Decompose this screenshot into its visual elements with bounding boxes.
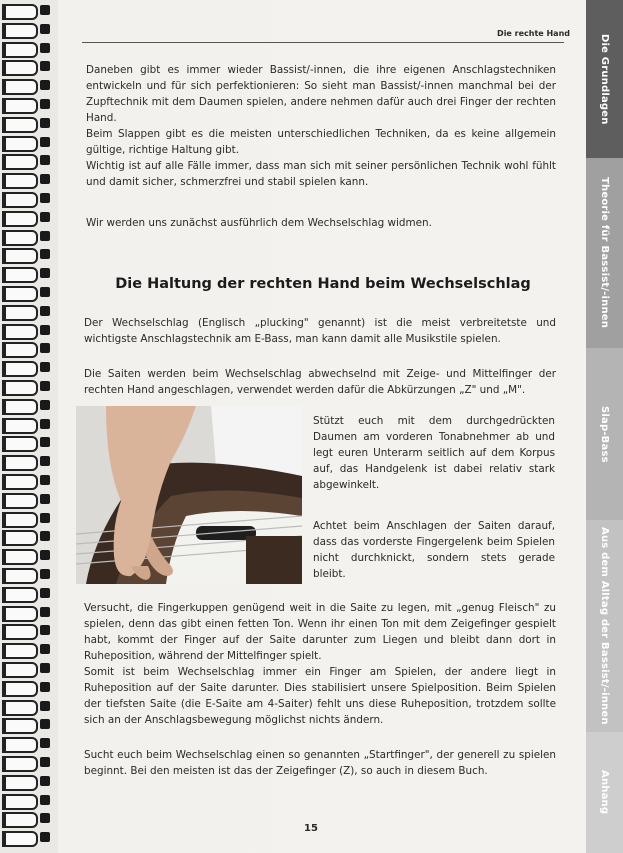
punch-hole <box>40 663 50 673</box>
spiral-coil <box>2 77 54 95</box>
intro-text <box>86 62 556 190</box>
coil-ring <box>2 587 38 603</box>
tab-slap-bass[interactable] <box>586 348 623 520</box>
spiral-coil <box>2 40 54 58</box>
punch-hole <box>40 456 50 466</box>
spiral-coil <box>2 284 54 302</box>
tab-alltag[interactable] <box>586 520 623 732</box>
punch-hole <box>40 757 50 767</box>
spiral-coil <box>2 547 54 565</box>
punch-hole <box>40 569 50 579</box>
spiral-coil <box>2 491 54 509</box>
punch-hole <box>40 682 50 692</box>
spiral-coil <box>2 472 54 490</box>
page-number: 15 <box>304 823 318 834</box>
coil-ring <box>2 512 38 528</box>
coil-ring <box>2 624 38 640</box>
coil-ring <box>2 173 38 189</box>
coil-ring <box>2 380 38 396</box>
coil-ring <box>2 60 38 76</box>
coil-ring <box>2 342 38 358</box>
coil-ring <box>2 192 38 208</box>
header-rule <box>82 42 564 43</box>
spiral-coil <box>2 340 54 358</box>
photo-illustration <box>76 406 302 584</box>
paragraph: Der Wechselschlag (Englisch „plucking" genannt) ist die meist verbreitetste und wichtigste Anschlagstechnik am E-Bass, man kann damit alle Musikstile spielen. <box>84 317 556 345</box>
coil-ring <box>2 493 38 509</box>
spiral-coil <box>2 397 54 415</box>
punch-hole <box>40 419 50 429</box>
coil-ring <box>2 662 38 678</box>
coil-ring <box>2 737 38 753</box>
coil-ring <box>2 606 38 622</box>
coil-ring <box>2 23 38 39</box>
coil-ring <box>2 549 38 565</box>
running-header: Die rechte Hand <box>497 29 570 38</box>
coil-ring <box>2 831 38 847</box>
spiral-coil <box>2 585 54 603</box>
coil-ring <box>2 286 38 302</box>
spiral-coil <box>2 453 54 471</box>
punch-hole <box>40 588 50 598</box>
spiral-coil <box>2 716 54 734</box>
spiral-coil <box>2 96 54 114</box>
punch-hole <box>40 287 50 297</box>
coil-ring <box>2 98 38 114</box>
spiral-coil <box>2 416 54 434</box>
punch-hole <box>40 381 50 391</box>
tab-label: Aus dem Alltag der Bassist/-innen <box>599 527 610 725</box>
punch-hole <box>40 43 50 53</box>
punch-hole <box>40 625 50 635</box>
coil-ring <box>2 700 38 716</box>
spiral-coil <box>2 115 54 133</box>
spiral-coil <box>2 510 54 528</box>
punch-hole <box>40 24 50 34</box>
spiral-coil <box>2 58 54 76</box>
coil-ring <box>2 399 38 415</box>
coil-ring <box>2 436 38 452</box>
coil-ring <box>2 305 38 321</box>
section-heading: Die Haltung der rechten Hand beim Wechselschlag <box>115 276 531 292</box>
coil-ring <box>2 324 38 340</box>
spiral-coil <box>2 378 54 396</box>
spiral-coil <box>2 604 54 622</box>
punch-hole <box>40 513 50 523</box>
punch-hole <box>40 174 50 184</box>
spiral-coil <box>2 134 54 152</box>
spiral-coil <box>2 190 54 208</box>
coil-ring <box>2 681 38 697</box>
punch-hole <box>40 644 50 654</box>
spiral-coil <box>2 322 54 340</box>
coil-ring <box>2 775 38 791</box>
punch-hole <box>40 813 50 823</box>
coil-ring <box>2 568 38 584</box>
punch-hole <box>40 155 50 165</box>
spiral-coil <box>2 434 54 452</box>
spiral-coil <box>2 792 54 810</box>
punch-hole <box>40 550 50 560</box>
punch-hole <box>40 531 50 541</box>
coil-ring <box>2 117 38 133</box>
tab-label: Theorie für Bassist/-innen <box>599 177 610 329</box>
coil-ring <box>2 418 38 434</box>
punch-hole <box>40 494 50 504</box>
spiral-coil <box>2 810 54 828</box>
coil-ring <box>2 756 38 772</box>
spiral-coil <box>2 528 54 546</box>
spiral-binding <box>0 0 58 853</box>
coil-ring <box>2 4 38 20</box>
punch-hole <box>40 5 50 15</box>
punch-hole <box>40 268 50 278</box>
spiral-coil <box>2 735 54 753</box>
spiral-coil <box>2 660 54 678</box>
spiral-coil <box>2 21 54 39</box>
spiral-coil <box>2 2 54 20</box>
punch-hole <box>40 137 50 147</box>
punch-hole <box>40 193 50 203</box>
paragraph: Beim Slappen gibt es die meisten unterschiedlichen Techniken, da es keine allgemein gültige, richtige Haltung gibt. <box>86 128 556 156</box>
spiral-coil <box>2 303 54 321</box>
punch-hole <box>40 249 50 259</box>
coil-ring <box>2 136 38 152</box>
punch-hole <box>40 719 50 729</box>
coil-ring <box>2 154 38 170</box>
punch-hole <box>40 306 50 316</box>
punch-hole <box>40 61 50 71</box>
punch-hole <box>40 212 50 222</box>
coil-ring <box>2 267 38 283</box>
spiral-coil <box>2 246 54 264</box>
spiral-coil <box>2 622 54 640</box>
punch-hole <box>40 776 50 786</box>
spiral-coil <box>2 566 54 584</box>
chapter-tabs <box>586 0 623 853</box>
paragraph: Achtet beim Anschlagen der Saiten darauf, dass das vorderste Fingergelenk beim Spielen nicht durchknickt, sondern stets gerade bleibt. <box>313 520 555 580</box>
spiral-coil <box>2 359 54 377</box>
spiral-coil <box>2 228 54 246</box>
paragraph: Somit ist beim Wechselschlag immer ein Finger am Spielen, der andere liegt in Ruheposition auf der Saite darunter. Dies stabilisiert unsere Spielposition. Beim Spielen der tiefsten Saite (die E-Saite am 4-Saiter) fehlt uns diese Ruheposition, trotzdem sollte sich an der Anschlagsbewegung möglichst nichts ändern. <box>84 666 556 726</box>
coil-ring <box>2 794 38 810</box>
spiral-coil <box>2 754 54 772</box>
paragraph: Daneben gibt es immer wieder Bassist/-innen, die ihre eigenen Anschlagstechniken entwickeln und für sich perfektionieren: So sieht man Bassist/-innen manchmal bei der Zupftechnik mit dem Daumen spielen, andere nehmen dafür auch drei Finger der rechten Hand. <box>86 64 556 124</box>
coil-ring <box>2 812 38 828</box>
spiral-coil <box>2 679 54 697</box>
punch-hole <box>40 607 50 617</box>
spiral-coil <box>2 698 54 716</box>
spiral-coil <box>2 171 54 189</box>
punch-hole <box>40 437 50 447</box>
punch-hole <box>40 231 50 241</box>
paragraph: Wir werden uns zunächst ausführlich dem Wechselschlag widmen. <box>86 217 432 229</box>
coil-ring <box>2 361 38 377</box>
punch-hole <box>40 343 50 353</box>
tab-grundlagen[interactable] <box>586 0 623 158</box>
coil-ring <box>2 79 38 95</box>
body-text <box>84 600 556 728</box>
punch-hole <box>40 118 50 128</box>
bass-hand-photo <box>76 406 302 584</box>
coil-ring <box>2 718 38 734</box>
punch-hole <box>40 325 50 335</box>
punch-hole <box>40 362 50 372</box>
tab-anhang[interactable] <box>586 732 623 853</box>
punch-hole <box>40 475 50 485</box>
paragraph: Wichtig ist auf alle Fälle immer, dass man sich mit seiner persönlichen Technik wohl fühlt und damit sicher, schmerzfrei und stabil spielen kann. <box>86 160 556 188</box>
spiral-coil <box>2 641 54 659</box>
tab-label: Anhang <box>599 770 610 815</box>
coil-ring <box>2 455 38 471</box>
punch-hole <box>40 99 50 109</box>
paragraph: Die Saiten werden beim Wechselschlag abwechselnd mit Zeige- und Mittelfinger der rechten Hand angeschlagen, verwendet werden dafür die Abkürzungen „Z" und „M". <box>84 368 556 396</box>
paragraph: Stützt euch mit dem durchgedrückten Daumen am vorderen Tonabnehmer ab und legt euren Unterarm seitlich auf dem Korpus auf, das Handgelenk ist dabei relativ stark abgewinkelt. <box>313 415 555 491</box>
spiral-coil <box>2 773 54 791</box>
coil-ring <box>2 530 38 546</box>
coil-ring <box>2 474 38 490</box>
punch-hole <box>40 738 50 748</box>
punch-hole <box>40 400 50 410</box>
tab-label: Slap-Bass <box>599 405 610 463</box>
paragraph: Sucht euch beim Wechselschlag einen so genannten „Startfinger", der generell zu spielen beginnt. Bei den meisten ist das der Zeigefinger (Z), so auch in diesem Buch. <box>84 749 556 777</box>
spiral-coil <box>2 152 54 170</box>
punch-hole <box>40 701 50 711</box>
tab-theorie[interactable] <box>586 158 623 348</box>
paragraph: Versucht, die Fingerkuppen genügend weit in die Saite zu legen, mit „genug Fleisch" zu spielen, denn das gibt einen fetten Ton. Wenn ihr einen Ton mit dem Zeigefinger gespielt habt, kommt der Finger auf der Saite darunter zum Liegen und bleibt dann dort in Ruheposition, während der Mittelfinger spielt. <box>84 602 556 662</box>
coil-ring <box>2 248 38 264</box>
tab-label: Die Grundlagen <box>599 33 610 125</box>
spiral-coil <box>2 265 54 283</box>
punch-hole <box>40 80 50 90</box>
coil-ring <box>2 643 38 659</box>
coil-ring <box>2 230 38 246</box>
spiral-coil <box>2 209 54 227</box>
coil-ring <box>2 211 38 227</box>
punch-hole <box>40 832 50 842</box>
coil-ring <box>2 42 38 58</box>
spiral-coil <box>2 829 54 847</box>
punch-hole <box>40 795 50 805</box>
